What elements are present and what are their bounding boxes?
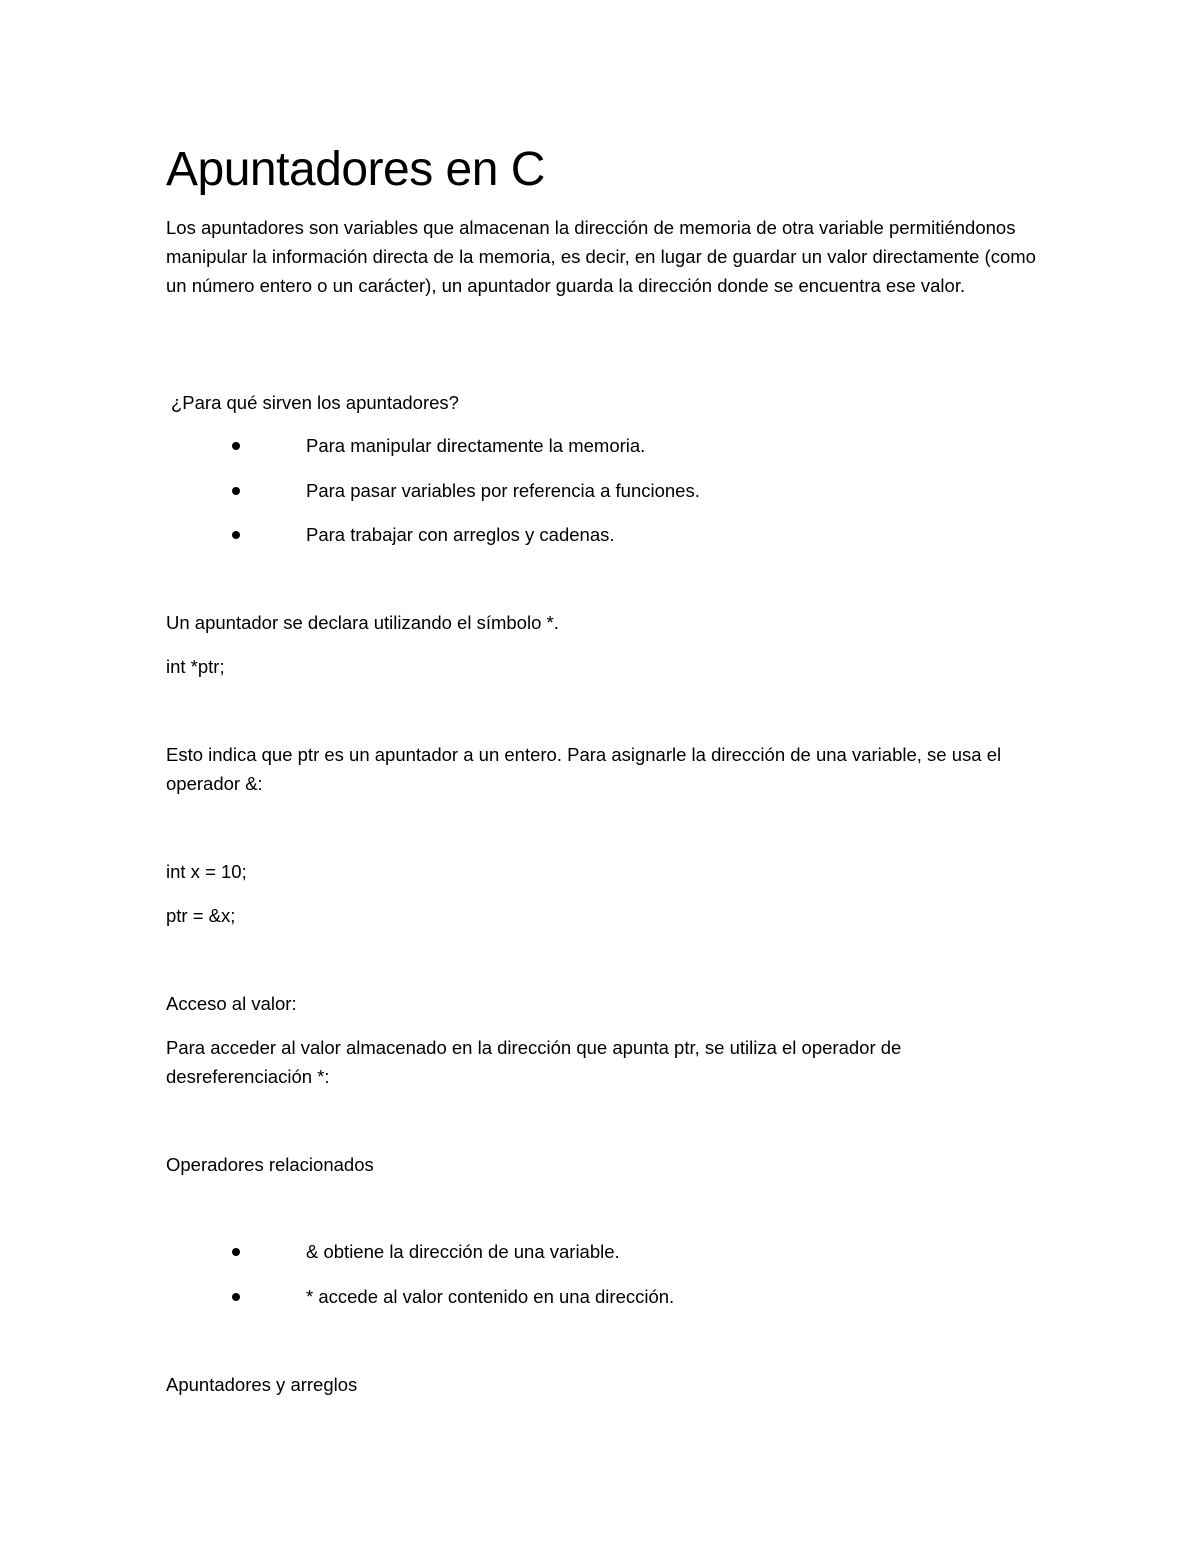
list-item-text: Para manipular directamente la memoria. bbox=[306, 435, 646, 456]
bullet-icon bbox=[232, 487, 240, 495]
list-item-text: Para trabajar con arreglos y cadenas. bbox=[306, 524, 615, 545]
intro-paragraph: Los apuntadores son variables que almacenan la dirección de memoria de otra variable permitiéndonos manipular la información directa de la memoria, es decir, en lugar de guardar un valor directamente (como un número entero o un carácter), un apuntador guarda la dirección donde se encuentra ese valor. bbox=[166, 217, 1036, 296]
operators-heading: Operadores relacionados bbox=[166, 1154, 374, 1175]
page-title: Apuntadores en C bbox=[166, 143, 545, 196]
uses-heading: ¿Para qué sirven los apuntadores? bbox=[171, 392, 459, 413]
code-line-1: int x = 10; bbox=[166, 861, 247, 882]
list-item-text: & obtiene la dirección de una variable. bbox=[306, 1241, 620, 1262]
bullet-icon bbox=[232, 442, 240, 450]
access-paragraph: Para acceder al valor almacenado en la dirección que apunta ptr, se utiliza el operador de desreferenciación *: bbox=[166, 1037, 902, 1087]
bullet-icon bbox=[232, 531, 240, 539]
access-heading: Acceso al valor: bbox=[166, 993, 297, 1014]
declare-text: Un apuntador se declara utilizando el símbolo *. bbox=[166, 612, 559, 633]
code-line-2: ptr = &x; bbox=[166, 905, 236, 926]
bullet-icon bbox=[232, 1248, 240, 1256]
indicates-paragraph: Esto indica que ptr es un apuntador a un entero. Para asignarle la dirección de una variable, se usa el operador &: bbox=[166, 744, 1002, 794]
bullet-icon bbox=[232, 1293, 240, 1301]
arrays-heading: Apuntadores y arreglos bbox=[166, 1374, 358, 1395]
declare-code: int *ptr; bbox=[166, 656, 225, 677]
list-item-text: Para pasar variables por referencia a funciones. bbox=[306, 480, 700, 501]
list-item-text: * accede al valor contenido en una dirección. bbox=[306, 1286, 675, 1307]
